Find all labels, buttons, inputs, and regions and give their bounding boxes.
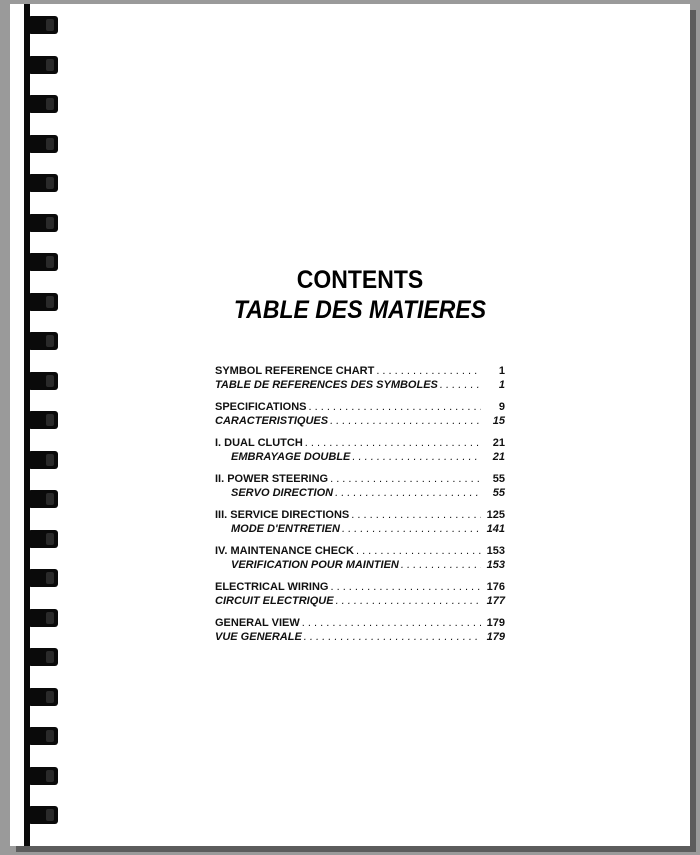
contents-page-body bbox=[215, 265, 505, 653]
toc-entry-page: 9 bbox=[498, 401, 505, 413]
toc-entry-label: GENERAL VIEW bbox=[215, 617, 300, 629]
toc-entry-page: 21 bbox=[492, 437, 505, 449]
binding-ring bbox=[28, 214, 58, 232]
toc-leader-dots bbox=[351, 509, 481, 523]
binding-ring bbox=[28, 806, 58, 824]
toc-entry-en[interactable] bbox=[215, 617, 505, 631]
spiral-binding bbox=[14, 4, 64, 846]
toc-entry-fr[interactable] bbox=[215, 487, 505, 501]
binding-ring bbox=[28, 569, 58, 587]
toc-entry-fr[interactable] bbox=[215, 595, 505, 609]
toc-entry-label: ELECTRICAL WIRING bbox=[215, 581, 329, 593]
binding-ring bbox=[28, 490, 58, 508]
toc-entry-en[interactable] bbox=[215, 509, 505, 523]
toc-entry-label: EMBRAYAGE DOUBLE bbox=[231, 450, 351, 463]
toc-group bbox=[215, 581, 505, 608]
binding-ring bbox=[28, 648, 58, 666]
toc-entry-fr[interactable] bbox=[215, 451, 505, 465]
toc-group bbox=[215, 401, 505, 428]
toc-leader-dots bbox=[356, 545, 481, 559]
binding-ring bbox=[28, 530, 58, 548]
toc-leader-dots bbox=[352, 451, 481, 465]
toc-entry-page: 55 bbox=[492, 486, 505, 499]
toc-entry-label: I. DUAL CLUTCH bbox=[215, 437, 303, 449]
toc-group bbox=[215, 509, 505, 536]
binding-ring bbox=[28, 767, 58, 785]
binding-ring bbox=[28, 95, 58, 113]
toc-leader-dots bbox=[330, 581, 481, 595]
toc-entry-page: 55 bbox=[492, 473, 505, 485]
binding-ring bbox=[28, 135, 58, 153]
toc-entry-label: SPECIFICATIONS bbox=[215, 401, 307, 413]
toc-entry-label: CIRCUIT ELECTRIQUE bbox=[215, 594, 334, 607]
binding-ring bbox=[28, 451, 58, 469]
page-title: CONTENTS bbox=[296, 266, 424, 294]
toc-leader-dots bbox=[330, 473, 481, 487]
toc-entry-en[interactable] bbox=[215, 581, 505, 595]
toc-entry-fr[interactable] bbox=[215, 415, 505, 429]
toc-leader-dots bbox=[308, 401, 481, 415]
toc-entry-fr[interactable] bbox=[215, 559, 505, 573]
toc-group bbox=[215, 545, 505, 572]
binding-ring bbox=[28, 332, 58, 350]
toc-entry-label: MODE D'ENTRETIEN bbox=[231, 522, 340, 535]
toc-leader-dots bbox=[440, 379, 481, 393]
toc-entry-page: 179 bbox=[486, 630, 505, 643]
binding-ring bbox=[28, 293, 58, 311]
toc-entry-en[interactable] bbox=[215, 473, 505, 487]
toc-leader-dots bbox=[305, 437, 481, 451]
toc-entry-label: VUE GENERALE bbox=[215, 630, 302, 643]
toc-group bbox=[215, 617, 505, 644]
toc-leader-dots bbox=[401, 559, 481, 573]
binding-ring bbox=[28, 174, 58, 192]
binding-ring bbox=[28, 253, 58, 271]
toc-leader-dots bbox=[304, 631, 481, 645]
toc-entry-page: 1 bbox=[498, 378, 505, 391]
toc-leader-dots bbox=[336, 595, 481, 609]
toc-entry-page: 15 bbox=[492, 414, 505, 427]
binding-ring bbox=[28, 688, 58, 706]
binding-ring bbox=[28, 16, 58, 34]
toc-leader-dots bbox=[302, 617, 481, 631]
toc-entry-label: CARACTERISTIQUES bbox=[215, 414, 329, 427]
toc-entry-fr[interactable] bbox=[215, 631, 505, 645]
toc-entry-page: 177 bbox=[486, 594, 505, 607]
toc-entry-en[interactable] bbox=[215, 437, 505, 451]
binding-ring bbox=[28, 609, 58, 627]
toc-entry-label: II. POWER STEERING bbox=[215, 473, 329, 485]
toc-entry-fr[interactable] bbox=[215, 523, 505, 537]
toc-entry-en[interactable] bbox=[215, 365, 505, 379]
binding-ring bbox=[28, 411, 58, 429]
toc-entry-page: 153 bbox=[486, 545, 505, 557]
table-of-contents bbox=[215, 365, 505, 644]
toc-entry-label: SERVO DIRECTION bbox=[231, 486, 334, 499]
toc-group bbox=[215, 437, 505, 464]
binding-ring bbox=[28, 727, 58, 745]
toc-entry-label: VERIFICATION POUR MAINTIEN bbox=[231, 558, 399, 571]
binding-ring bbox=[28, 372, 58, 390]
toc-entry-page: 141 bbox=[486, 522, 505, 535]
toc-leader-dots bbox=[342, 523, 481, 537]
toc-leader-dots bbox=[376, 365, 481, 379]
toc-entry-page: 153 bbox=[486, 558, 505, 571]
toc-entry-page: 176 bbox=[486, 581, 505, 593]
toc-entry-fr[interactable] bbox=[215, 379, 505, 393]
toc-entry-page: 21 bbox=[492, 450, 505, 463]
toc-group bbox=[215, 473, 505, 500]
toc-entry-page: 179 bbox=[486, 617, 505, 629]
page-subtitle: TABLE DES MATIERES bbox=[233, 296, 487, 324]
toc-entry-page: 1 bbox=[498, 365, 505, 377]
toc-entry-label: IV. MAINTENANCE CHECK bbox=[215, 545, 354, 557]
toc-entry-en[interactable] bbox=[215, 545, 505, 559]
toc-leader-dots bbox=[330, 415, 481, 429]
toc-entry-label: SYMBOL REFERENCE CHART bbox=[215, 365, 375, 377]
toc-group bbox=[215, 365, 505, 392]
binding-ring bbox=[28, 56, 58, 74]
toc-entry-page: 125 bbox=[486, 509, 505, 521]
toc-entry-label: III. SERVICE DIRECTIONS bbox=[215, 509, 350, 521]
toc-entry-en[interactable] bbox=[215, 401, 505, 415]
toc-leader-dots bbox=[335, 487, 481, 501]
toc-entry-label: TABLE DE REFERENCES DES SYMBOLES bbox=[215, 378, 438, 391]
